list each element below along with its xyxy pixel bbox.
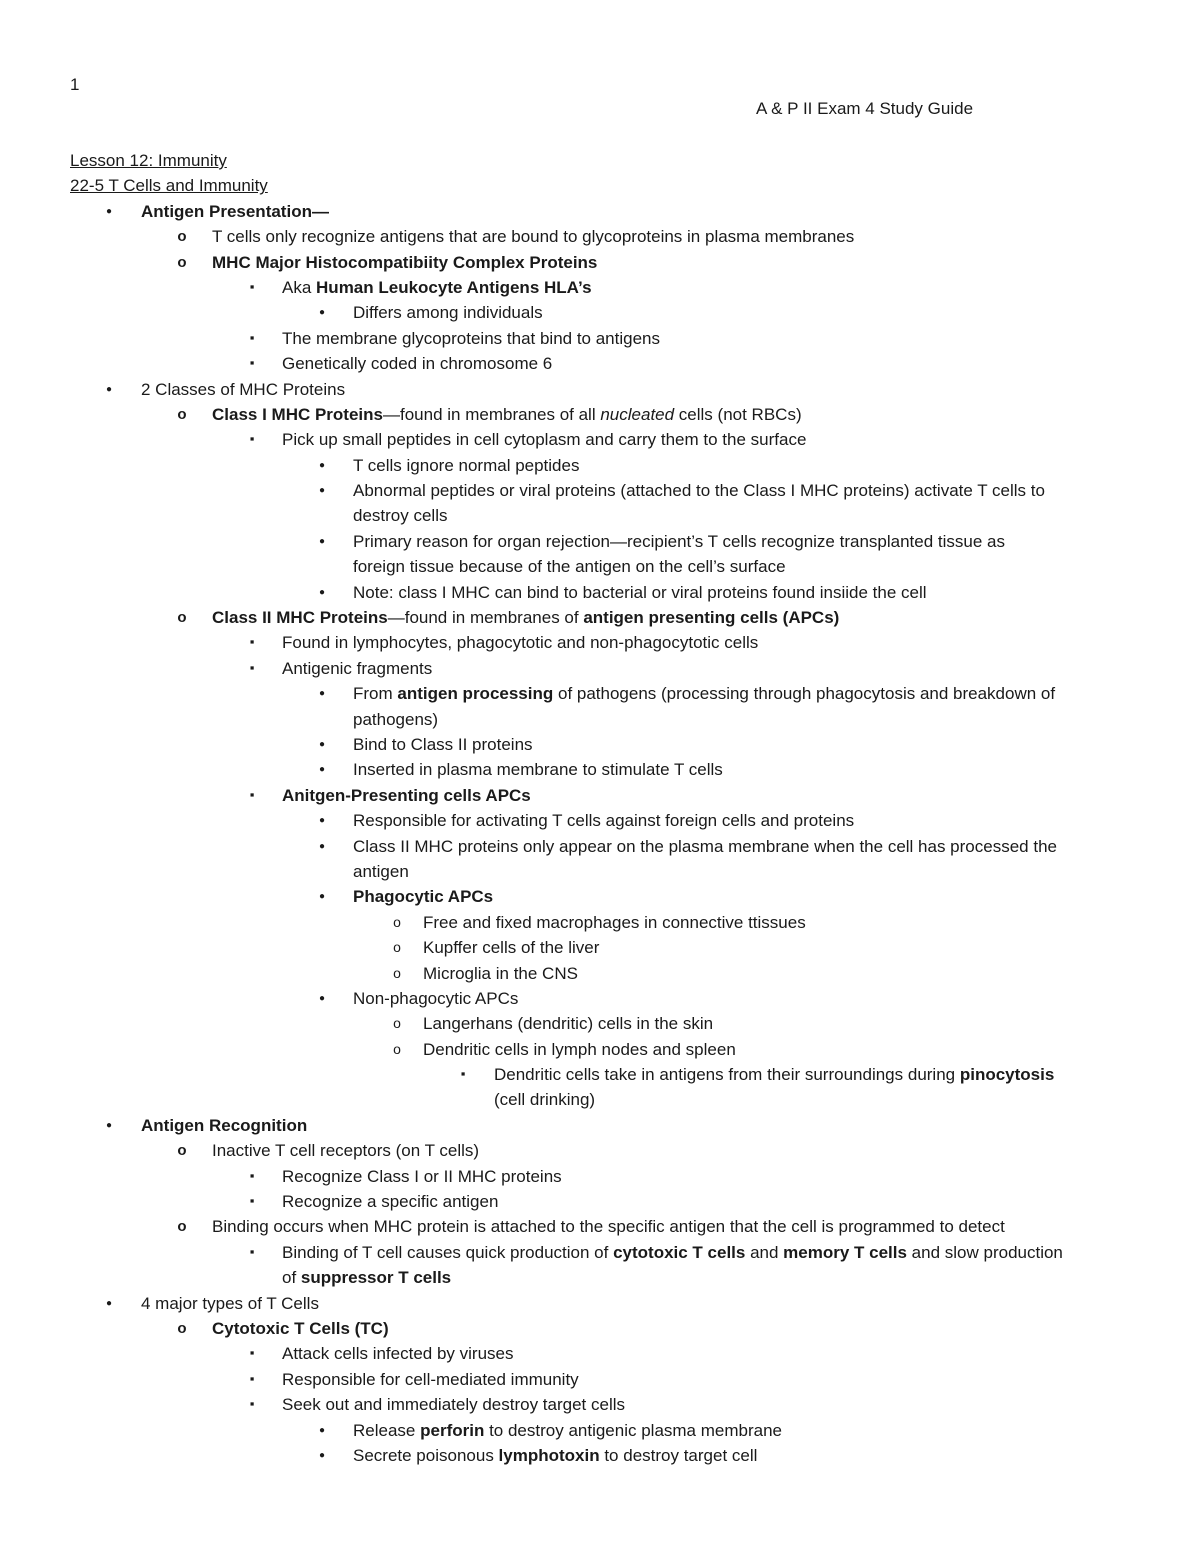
text-run: to destroy target cell [599, 1445, 758, 1465]
outline-content [0, 148, 1200, 1468]
item-text [212, 402, 802, 427]
outline-item [0, 986, 1200, 1011]
outline-item [0, 783, 1200, 808]
bullet-dot-icon [314, 681, 330, 708]
text-run: Kupffer cells of the liver [423, 938, 600, 958]
outline-item [0, 1418, 1200, 1443]
item-text [423, 1037, 736, 1062]
bullet-dot-icon [314, 529, 330, 556]
text-run: Differs among individuals [353, 303, 543, 323]
item-text [282, 1392, 625, 1417]
bullet-square-icon [244, 1367, 260, 1392]
bold-text: perforin [420, 1420, 485, 1440]
item-text [282, 1265, 451, 1290]
item-text [282, 351, 552, 376]
bullet-dot-icon [314, 453, 330, 480]
text-run: Seek out and immediately destroy target cells [282, 1395, 626, 1415]
text-run: Release [353, 1420, 421, 1440]
item-text [141, 1113, 307, 1138]
bullet-circle-icon [389, 1011, 405, 1036]
bold-text: Class I MHC Proteins [212, 404, 383, 424]
item-text [282, 1164, 562, 1189]
item-text [212, 224, 854, 249]
outline-item [0, 1443, 1200, 1468]
bullet-square-icon [455, 1062, 471, 1087]
outline-item [0, 935, 1200, 960]
item-text [423, 961, 578, 986]
outline-item [0, 1011, 1200, 1036]
bullet-dot-icon [314, 834, 330, 861]
outline-item [0, 554, 1200, 579]
bold-text: Phagocytic APCs [353, 887, 494, 907]
outline-item [0, 1138, 1200, 1163]
text-run: Abnormal peptides or viral proteins (attached to the Class I MHC proteins) activate T cells to [353, 481, 1045, 501]
outline-item [0, 580, 1200, 605]
bold-text: Human Leukocyte Antigens HLA’s [316, 277, 592, 297]
section-heading [0, 148, 1200, 173]
bullet-dot-icon [101, 199, 117, 226]
outline-item [0, 910, 1200, 935]
section-heading [0, 173, 1200, 198]
outline-item [0, 275, 1200, 300]
text-run: —found in membranes of all [383, 404, 601, 424]
item-text [282, 427, 806, 452]
item-text [353, 707, 438, 732]
item-text [353, 732, 533, 757]
outline-item [0, 808, 1200, 833]
bullet-dot-icon [314, 580, 330, 607]
item-text [353, 681, 1055, 706]
outline-item [0, 250, 1200, 275]
text-run: Recognize Class I or II MHC proteins [282, 1166, 562, 1186]
outline-item [0, 681, 1200, 706]
item-text [423, 1011, 713, 1036]
item-text [282, 783, 531, 808]
item-text [282, 1189, 498, 1214]
outline-item [0, 656, 1200, 681]
outline-item [0, 1164, 1200, 1189]
item-text [141, 199, 329, 224]
bold-text: MHC Major Histocompatibiity Complex Proteins [212, 252, 598, 272]
text-run: Genetically coded in chromosome 6 [282, 354, 553, 374]
item-text [353, 554, 786, 579]
text-run: Dendritic cells take in antigens from their surroundings during [494, 1065, 960, 1085]
bullet-square-icon [244, 1189, 260, 1214]
bullet-square-icon [244, 630, 260, 655]
text-run: Non-phagocytic APCs [353, 988, 519, 1008]
bullet-dot-icon [314, 300, 330, 327]
outline-item [0, 1341, 1200, 1366]
bullet-square-icon [244, 1164, 260, 1189]
bold-text: Antigen Presentation— [141, 201, 329, 221]
outline-item [0, 529, 1200, 554]
item-text [212, 605, 839, 630]
page-number: 1 [70, 75, 80, 94]
outline-item [0, 1265, 1200, 1290]
item-text [282, 1240, 1063, 1265]
item-text [353, 580, 927, 605]
bold-text: memory T cells [783, 1242, 907, 1262]
bold-text: Antigen Recognition [141, 1115, 308, 1135]
item-text [282, 326, 660, 351]
bullet-square-icon [244, 326, 260, 351]
bullet-dot-icon [101, 1291, 117, 1318]
text-run: Pick up small peptides in cell cytoplasm and carry them to the surface [282, 430, 807, 450]
outline-item [0, 1367, 1200, 1392]
outline-item [0, 1214, 1200, 1239]
bold-text: Anitgen-Presenting cells APCs [282, 785, 531, 805]
bullet-square-icon [244, 783, 260, 808]
bullet-circle-icon [389, 935, 405, 960]
item-text [282, 1367, 579, 1392]
text-run: Dendritic cells in lymph nodes and spleen [423, 1039, 736, 1059]
outline-item [0, 707, 1200, 732]
text-run: T cells only recognize antigens that are bound to glycoproteins in plasma membranes [212, 227, 855, 247]
item-text [353, 300, 543, 325]
bullet-dot-icon [314, 1443, 330, 1470]
text-run: 2 Classes of MHC Proteins [141, 379, 346, 399]
text-run: Responsible for cell-mediated immunity [282, 1369, 579, 1389]
text-run: to destroy antigenic plasma membrane [484, 1420, 782, 1440]
outline-item [0, 834, 1200, 859]
item-text [353, 478, 1045, 503]
outline-item [0, 326, 1200, 351]
outline-item [0, 351, 1200, 376]
outline-item [0, 961, 1200, 986]
italic-text: nucleated [600, 404, 675, 424]
item-text [212, 1138, 479, 1163]
bullet-square-icon [244, 1240, 260, 1265]
bullet-circle-icon [174, 1214, 190, 1239]
item-text [494, 1062, 1054, 1087]
text-run: and slow production [906, 1242, 1063, 1262]
text-run: The membrane glycoproteins that bind to antigens [282, 328, 661, 348]
bullet-circle-icon [389, 910, 405, 935]
outline-item [0, 1113, 1200, 1138]
text-run: Attack cells infected by viruses [282, 1344, 514, 1364]
outline-item [0, 453, 1200, 478]
item-text [494, 1087, 595, 1112]
item-text [212, 250, 597, 275]
outline-item [0, 1291, 1200, 1316]
outline-item [0, 1189, 1200, 1214]
bold-text: cytotoxic T cells [613, 1242, 746, 1262]
bullet-circle-icon [174, 1138, 190, 1163]
bullet-dot-icon [101, 377, 117, 404]
text-run: Inserted in plasma membrane to stimulate T cells [353, 760, 723, 780]
item-text [423, 910, 806, 935]
item-text [282, 275, 592, 300]
bullet-dot-icon [314, 732, 330, 759]
bullet-dot-icon [314, 478, 330, 505]
text-run: Class II MHC proteins only appear on the plasma membrane when the cell has processed the [353, 836, 1057, 856]
text-run: Antigenic fragments [282, 658, 433, 678]
item-text [212, 1214, 1005, 1239]
outline-item [0, 1392, 1200, 1417]
bullet-square-icon [244, 656, 260, 681]
item-text [282, 656, 432, 681]
bullet-dot-icon [314, 1418, 330, 1445]
document-title: A & P II Exam 4 Study Guide [756, 99, 974, 118]
outline-item [0, 377, 1200, 402]
text-run: Binding occurs when MHC protein is attached to the specific antigen that the cell is programmed to detect [212, 1217, 1005, 1237]
bullet-dot-icon [314, 808, 330, 835]
heading-text: 22-5 T Cells and Immunity [70, 176, 268, 196]
item-text [282, 630, 758, 655]
item-text [353, 1443, 757, 1468]
bold-text: Cytotoxic T Cells (TC) [212, 1318, 389, 1338]
bullet-circle-icon [174, 1316, 190, 1341]
text-run: Free and fixed macrophages in connective ttissues [423, 912, 806, 932]
item-text [353, 453, 579, 478]
text-run: of pathogens (processing through phagocytosis and breakdown of [553, 684, 1056, 704]
text-run: 4 major types of T Cells [141, 1293, 319, 1313]
outline-item [0, 1087, 1200, 1112]
outline-item [0, 478, 1200, 503]
item-text [353, 503, 447, 528]
text-run: Bind to Class II proteins [353, 734, 533, 754]
outline-item [0, 884, 1200, 909]
outline-item [0, 1316, 1200, 1341]
bullet-square-icon [244, 427, 260, 452]
outline-item [0, 605, 1200, 630]
item-text [423, 935, 599, 960]
heading-text: Lesson 12: Immunity [70, 151, 227, 170]
text-run: Secrete poisonous [353, 1445, 499, 1465]
bullet-circle-icon [174, 605, 190, 630]
bullet-circle-icon [389, 1037, 405, 1062]
item-text [353, 1418, 782, 1443]
item-text [141, 1291, 319, 1316]
bullet-dot-icon [314, 986, 330, 1013]
bold-text: antigen processing [397, 684, 554, 704]
item-text [353, 859, 409, 884]
bold-text: pinocytosis [959, 1065, 1055, 1085]
text-run: Primary reason for organ rejection—recipient’s T cells recognize transplanted tissue as [353, 531, 1005, 551]
bold-text: suppressor T cells [300, 1268, 452, 1288]
outline-item [0, 757, 1200, 782]
item-text [141, 377, 345, 402]
text-run: antigen [353, 861, 409, 881]
bullet-circle-icon [174, 402, 190, 427]
outline-item [0, 199, 1200, 224]
text-run: destroy cells [353, 506, 448, 526]
bold-text: lymphotoxin [498, 1445, 600, 1465]
bullet-circle-icon [174, 250, 190, 275]
outline-item [0, 859, 1200, 884]
text-run: and [745, 1242, 784, 1262]
item-text [353, 884, 493, 909]
outline-item [0, 224, 1200, 249]
item-text [353, 529, 1005, 554]
bullet-circle-icon [174, 224, 190, 249]
text-run: T cells ignore normal peptides [353, 455, 580, 475]
item-text [353, 986, 518, 1011]
item-text [353, 808, 854, 833]
text-run: Note: class I MHC can bind to bacterial or viral proteins found insiide the cell [353, 582, 927, 602]
text-run: Langerhans (dendritic) cells in the skin [423, 1014, 714, 1034]
bullet-dot-icon [314, 757, 330, 784]
text-run: Inactive T cell receptors (on T cells) [212, 1141, 480, 1161]
text-run: foreign tissue because of the antigen on the cell’s surface [353, 557, 786, 577]
outline-item [0, 630, 1200, 655]
outline-item [0, 300, 1200, 325]
bold-text: antigen presenting cells (APCs) [583, 608, 840, 628]
bullet-square-icon [244, 351, 260, 376]
text-run: Found in lymphocytes, phagocytotic and non-phagocytotic cells [282, 633, 759, 653]
item-text [353, 757, 723, 782]
text-run: Binding of T cell causes quick production of [282, 1242, 614, 1262]
bullet-dot-icon [314, 884, 330, 911]
outline-item [0, 732, 1200, 757]
item-text [353, 834, 1057, 859]
text-run: cells (not RBCs) [674, 404, 802, 424]
text-run: of [282, 1268, 301, 1288]
outline-item [0, 503, 1200, 528]
bullet-circle-icon [389, 961, 405, 986]
bullet-dot-icon [101, 1113, 117, 1140]
text-run: Recognize a specific antigen [282, 1192, 499, 1212]
text-run: —found in membranes of [387, 608, 584, 628]
text-run: pathogens) [353, 709, 439, 729]
bullet-square-icon [244, 1341, 260, 1366]
outline-item [0, 402, 1200, 427]
outline-item [0, 427, 1200, 452]
bold-text: Class II MHC Proteins [212, 608, 388, 628]
item-text [212, 1316, 389, 1341]
text-run: Microglia in the CNS [423, 963, 578, 983]
bullet-square-icon [244, 275, 260, 300]
text-run: Responsible for activating T cells against foreign cells and proteins [353, 811, 855, 831]
outline-item [0, 1062, 1200, 1087]
outline-item [0, 1037, 1200, 1062]
text-run: Aka [282, 277, 317, 297]
outline-item [0, 1240, 1200, 1265]
bullet-square-icon [244, 1392, 260, 1417]
item-text [282, 1341, 513, 1366]
text-run: (cell drinking) [494, 1090, 596, 1110]
text-run: From [353, 684, 398, 704]
